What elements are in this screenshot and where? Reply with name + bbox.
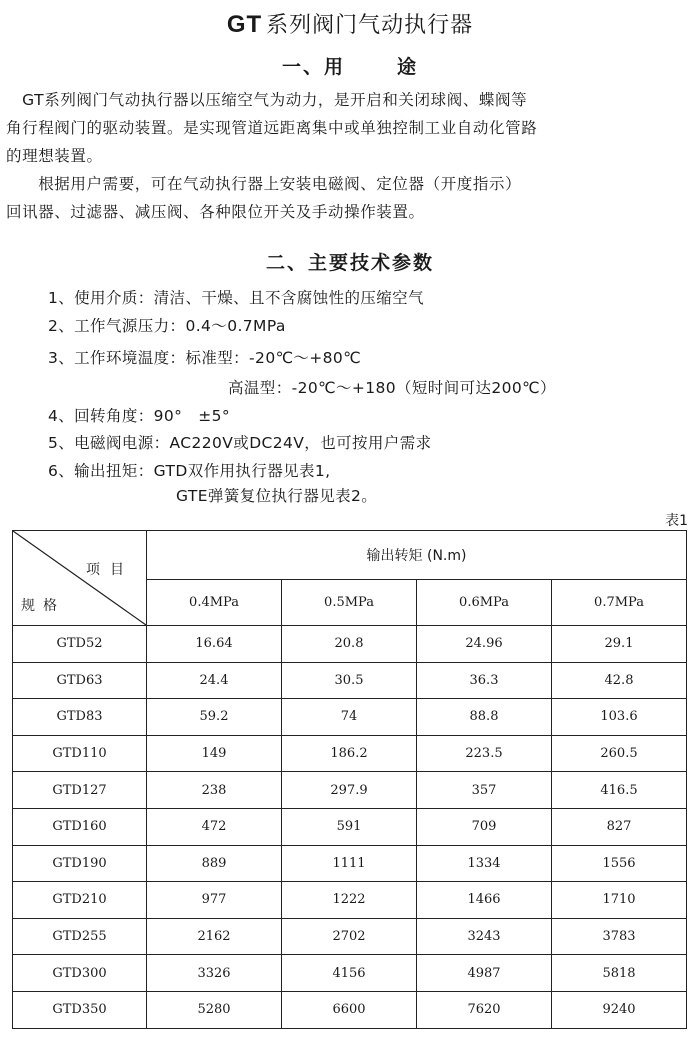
section1-line: 角行程阀门的驱动装置。是实现管道远距离集中或单独控制工业自动化管路 [6, 119, 538, 137]
torque-cell: 1710 [552, 882, 687, 919]
torque-cell: 4156 [282, 955, 417, 992]
torque-cell: 416.5 [552, 772, 687, 809]
model-cell: GTD300 [13, 955, 147, 992]
torque-cell: 16.64 [147, 626, 282, 663]
section2-heading: 二、主要技术参数 [265, 252, 434, 274]
torque-cell: 357 [417, 772, 552, 809]
table-row [13, 735, 687, 772]
section1-heading-num: 一、用 [281, 56, 345, 78]
torque-cell: 24.4 [147, 662, 282, 699]
model-cell: GTD210 [13, 882, 147, 919]
spec-item-temperature: 3、工作环境温度：标准型：-20℃～+80℃ [48, 349, 362, 367]
torque-cell: 5280 [147, 991, 282, 1028]
title-prefix: GT [226, 11, 263, 38]
torque-cell: 29.1 [552, 626, 687, 663]
torque-cell: 42.8 [552, 662, 687, 699]
torque-cell: 1466 [417, 882, 552, 919]
section1-heading-end: 途 [397, 56, 419, 78]
torque-cell: 2162 [147, 918, 282, 955]
torque-cell: 238 [147, 772, 282, 809]
table-row [13, 662, 687, 699]
model-cell: GTD83 [13, 699, 147, 736]
section1-body [6, 86, 694, 226]
section1-line: 的理想装置。 [6, 147, 103, 165]
model-cell: GTD110 [13, 735, 147, 772]
torque-cell: 827 [552, 808, 687, 845]
table-corner-cell [13, 531, 147, 626]
section1-line: 根据用户需要，可在气动执行器上安装电磁阀、定位器（开度指示） [6, 175, 522, 193]
torque-cell: 3243 [417, 918, 552, 955]
torque-cell: 20.8 [282, 626, 417, 663]
torque-cell: 30.5 [282, 662, 417, 699]
table-row [13, 772, 687, 809]
torque-cell: 472 [147, 808, 282, 845]
model-cell: GTD350 [13, 991, 147, 1028]
model-cell: GTD160 [13, 808, 147, 845]
torque-cell: 5818 [552, 955, 687, 992]
section1-line: GT系列阀门气动执行器以压缩空气为动力，是开启和关闭球阀、蝶阀等 [6, 91, 528, 109]
pressure-header: 0.7MPa [552, 580, 687, 626]
torque-cell: 3326 [147, 955, 282, 992]
torque-cell: 103.6 [552, 699, 687, 736]
section1-line: 回讯器、过滤器、减压阀、各种限位开关及手动操作装置。 [6, 203, 425, 221]
torque-cell: 223.5 [417, 735, 552, 772]
torque-table [12, 530, 687, 1029]
spec-item-temperature-high: 高温型：-20℃～+180（短时间可达200℃） [228, 379, 556, 397]
pressure-header: 0.5MPa [282, 580, 417, 626]
model-cell: GTD190 [13, 845, 147, 882]
table-row [13, 626, 687, 663]
torque-cell: 709 [417, 808, 552, 845]
spec-item-medium: 1、使用介质：清洁、干燥、且不含腐蚀性的压缩空气 [48, 289, 424, 307]
torque-cell: 9240 [552, 991, 687, 1028]
torque-cell: 1222 [282, 882, 417, 919]
torque-cell: 6600 [282, 991, 417, 1028]
torque-cell: 889 [147, 845, 282, 882]
page-title [0, 8, 700, 39]
torque-cell: 260.5 [552, 735, 687, 772]
table-row [13, 918, 687, 955]
spec-item-power: 5、电磁阀电源：AC220V或DC24V，也可按用户需求 [48, 434, 432, 452]
title-text: 系列阀门气动执行器 [266, 13, 474, 38]
torque-cell: 977 [147, 882, 282, 919]
corner-label-item: 项目 [86, 562, 134, 578]
torque-cell: 1334 [417, 845, 552, 882]
model-cell: GTD127 [13, 772, 147, 809]
model-cell: GTD63 [13, 662, 147, 699]
torque-cell: 88.8 [417, 699, 552, 736]
table-row [13, 991, 687, 1028]
model-cell: GTD255 [13, 918, 147, 955]
torque-cell: 2702 [282, 918, 417, 955]
torque-cell: 186.2 [282, 735, 417, 772]
torque-cell: 1111 [282, 845, 417, 882]
table-row [13, 845, 687, 882]
table-row [13, 699, 687, 736]
torque-cell: 1556 [552, 845, 687, 882]
torque-cell: 36.3 [417, 662, 552, 699]
torque-cell: 7620 [417, 991, 552, 1028]
spec-item-rotation: 4、回转角度：90° ±5° [48, 407, 231, 425]
torque-cell: 149 [147, 735, 282, 772]
pressure-header: 0.4MPa [147, 580, 282, 626]
torque-cell: 24.96 [417, 626, 552, 663]
torque-cell: 297.9 [282, 772, 417, 809]
torque-cell: 74 [282, 699, 417, 736]
table-label: 表1 [665, 513, 688, 529]
pressure-header: 0.6MPa [417, 580, 552, 626]
table-row [13, 955, 687, 992]
spec-item-torque-gte: GTE弹簧复位执行器见表2。 [176, 487, 378, 505]
table-row [13, 882, 687, 919]
spec-item-torque: 6、输出扭矩：GTD双作用执行器见表1, [48, 462, 331, 480]
corner-label-spec: 规格 [21, 598, 65, 614]
torque-cell: 59.2 [147, 699, 282, 736]
model-cell: GTD52 [13, 626, 147, 663]
torque-cell: 591 [282, 808, 417, 845]
table-row [13, 808, 687, 845]
torque-cell: 3783 [552, 918, 687, 955]
section1-heading [0, 52, 700, 79]
torque-group-header: 输出转矩 (N.m) [147, 531, 687, 580]
torque-cell: 4987 [417, 955, 552, 992]
spec-item-pressure: 2、工作气源压力：0.4～0.7MPa [48, 317, 286, 335]
